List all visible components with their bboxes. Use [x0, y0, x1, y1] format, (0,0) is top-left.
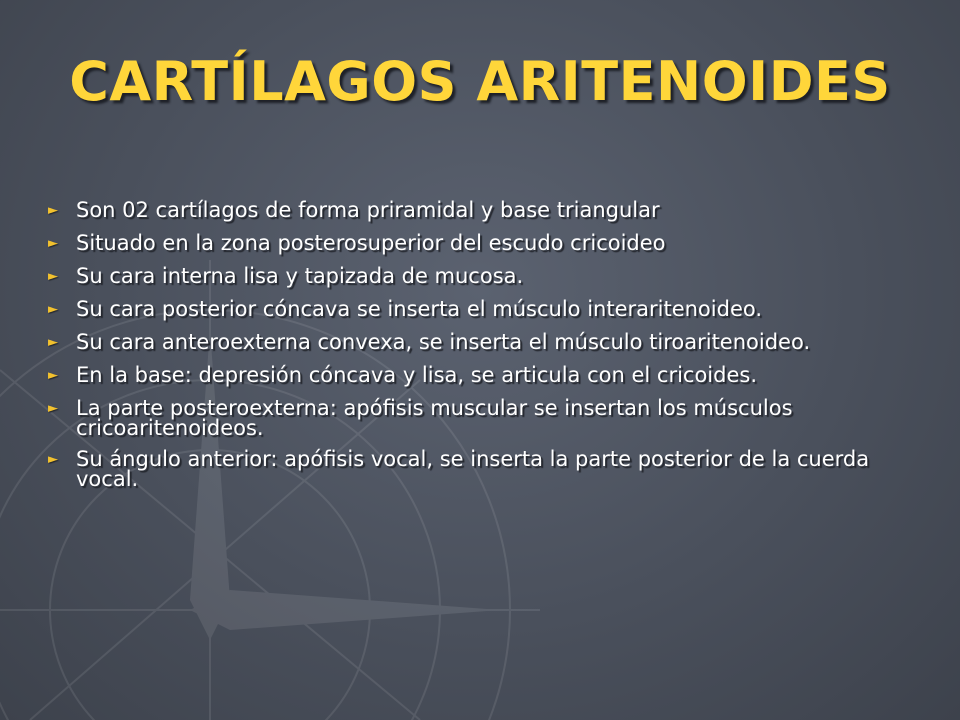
bullet-text: Su cara interna lisa y tapizada de mucosa.: [76, 264, 524, 288]
bullet-text: Situado en la zona posterosuperior del escudo cricoideo: [76, 231, 666, 255]
triangle-right-icon: ►: [48, 335, 58, 350]
bullet-item: [48, 233, 928, 255]
bullet-text: La parte posteroexterna: apófisis muscular se insertan los músculos cricoaritenoideos.: [76, 396, 793, 440]
triangle-right-icon: ►: [48, 401, 58, 416]
triangle-right-icon: ►: [48, 236, 58, 251]
triangle-right-icon: ►: [48, 269, 58, 284]
bullet-item: [48, 449, 928, 489]
triangle-right-icon: ►: [48, 368, 58, 383]
bullet-item: [48, 398, 928, 438]
triangle-right-icon: ►: [48, 203, 58, 218]
triangle-right-icon: ►: [48, 452, 58, 467]
slide-title: CARTÍLAGOS ARITENOIDES: [69, 50, 891, 113]
bullet-item: [48, 332, 928, 354]
bullet-text: Son 02 cartílagos de forma priramidal y base triangular: [76, 198, 660, 222]
bullet-text: Su ángulo anterior: apófisis vocal, se inserta la parte posterior de la cuerda vocal.: [76, 447, 870, 491]
bullet-item: [48, 200, 928, 222]
bullet-item: [48, 365, 928, 387]
bullet-text: En la base: depresión cóncava y lisa, se articula con el cricoides.: [76, 363, 758, 387]
bullet-text: Su cara posterior cóncava se inserta el músculo interaritenoideo.: [76, 297, 763, 321]
bullet-item: [48, 266, 928, 288]
bullet-list: [48, 200, 928, 500]
bullet-item: [48, 299, 928, 321]
bullet-text: Su cara anteroexterna convexa, se inserta el músculo tiroaritenoideo.: [76, 330, 811, 354]
triangle-right-icon: ►: [48, 302, 58, 317]
